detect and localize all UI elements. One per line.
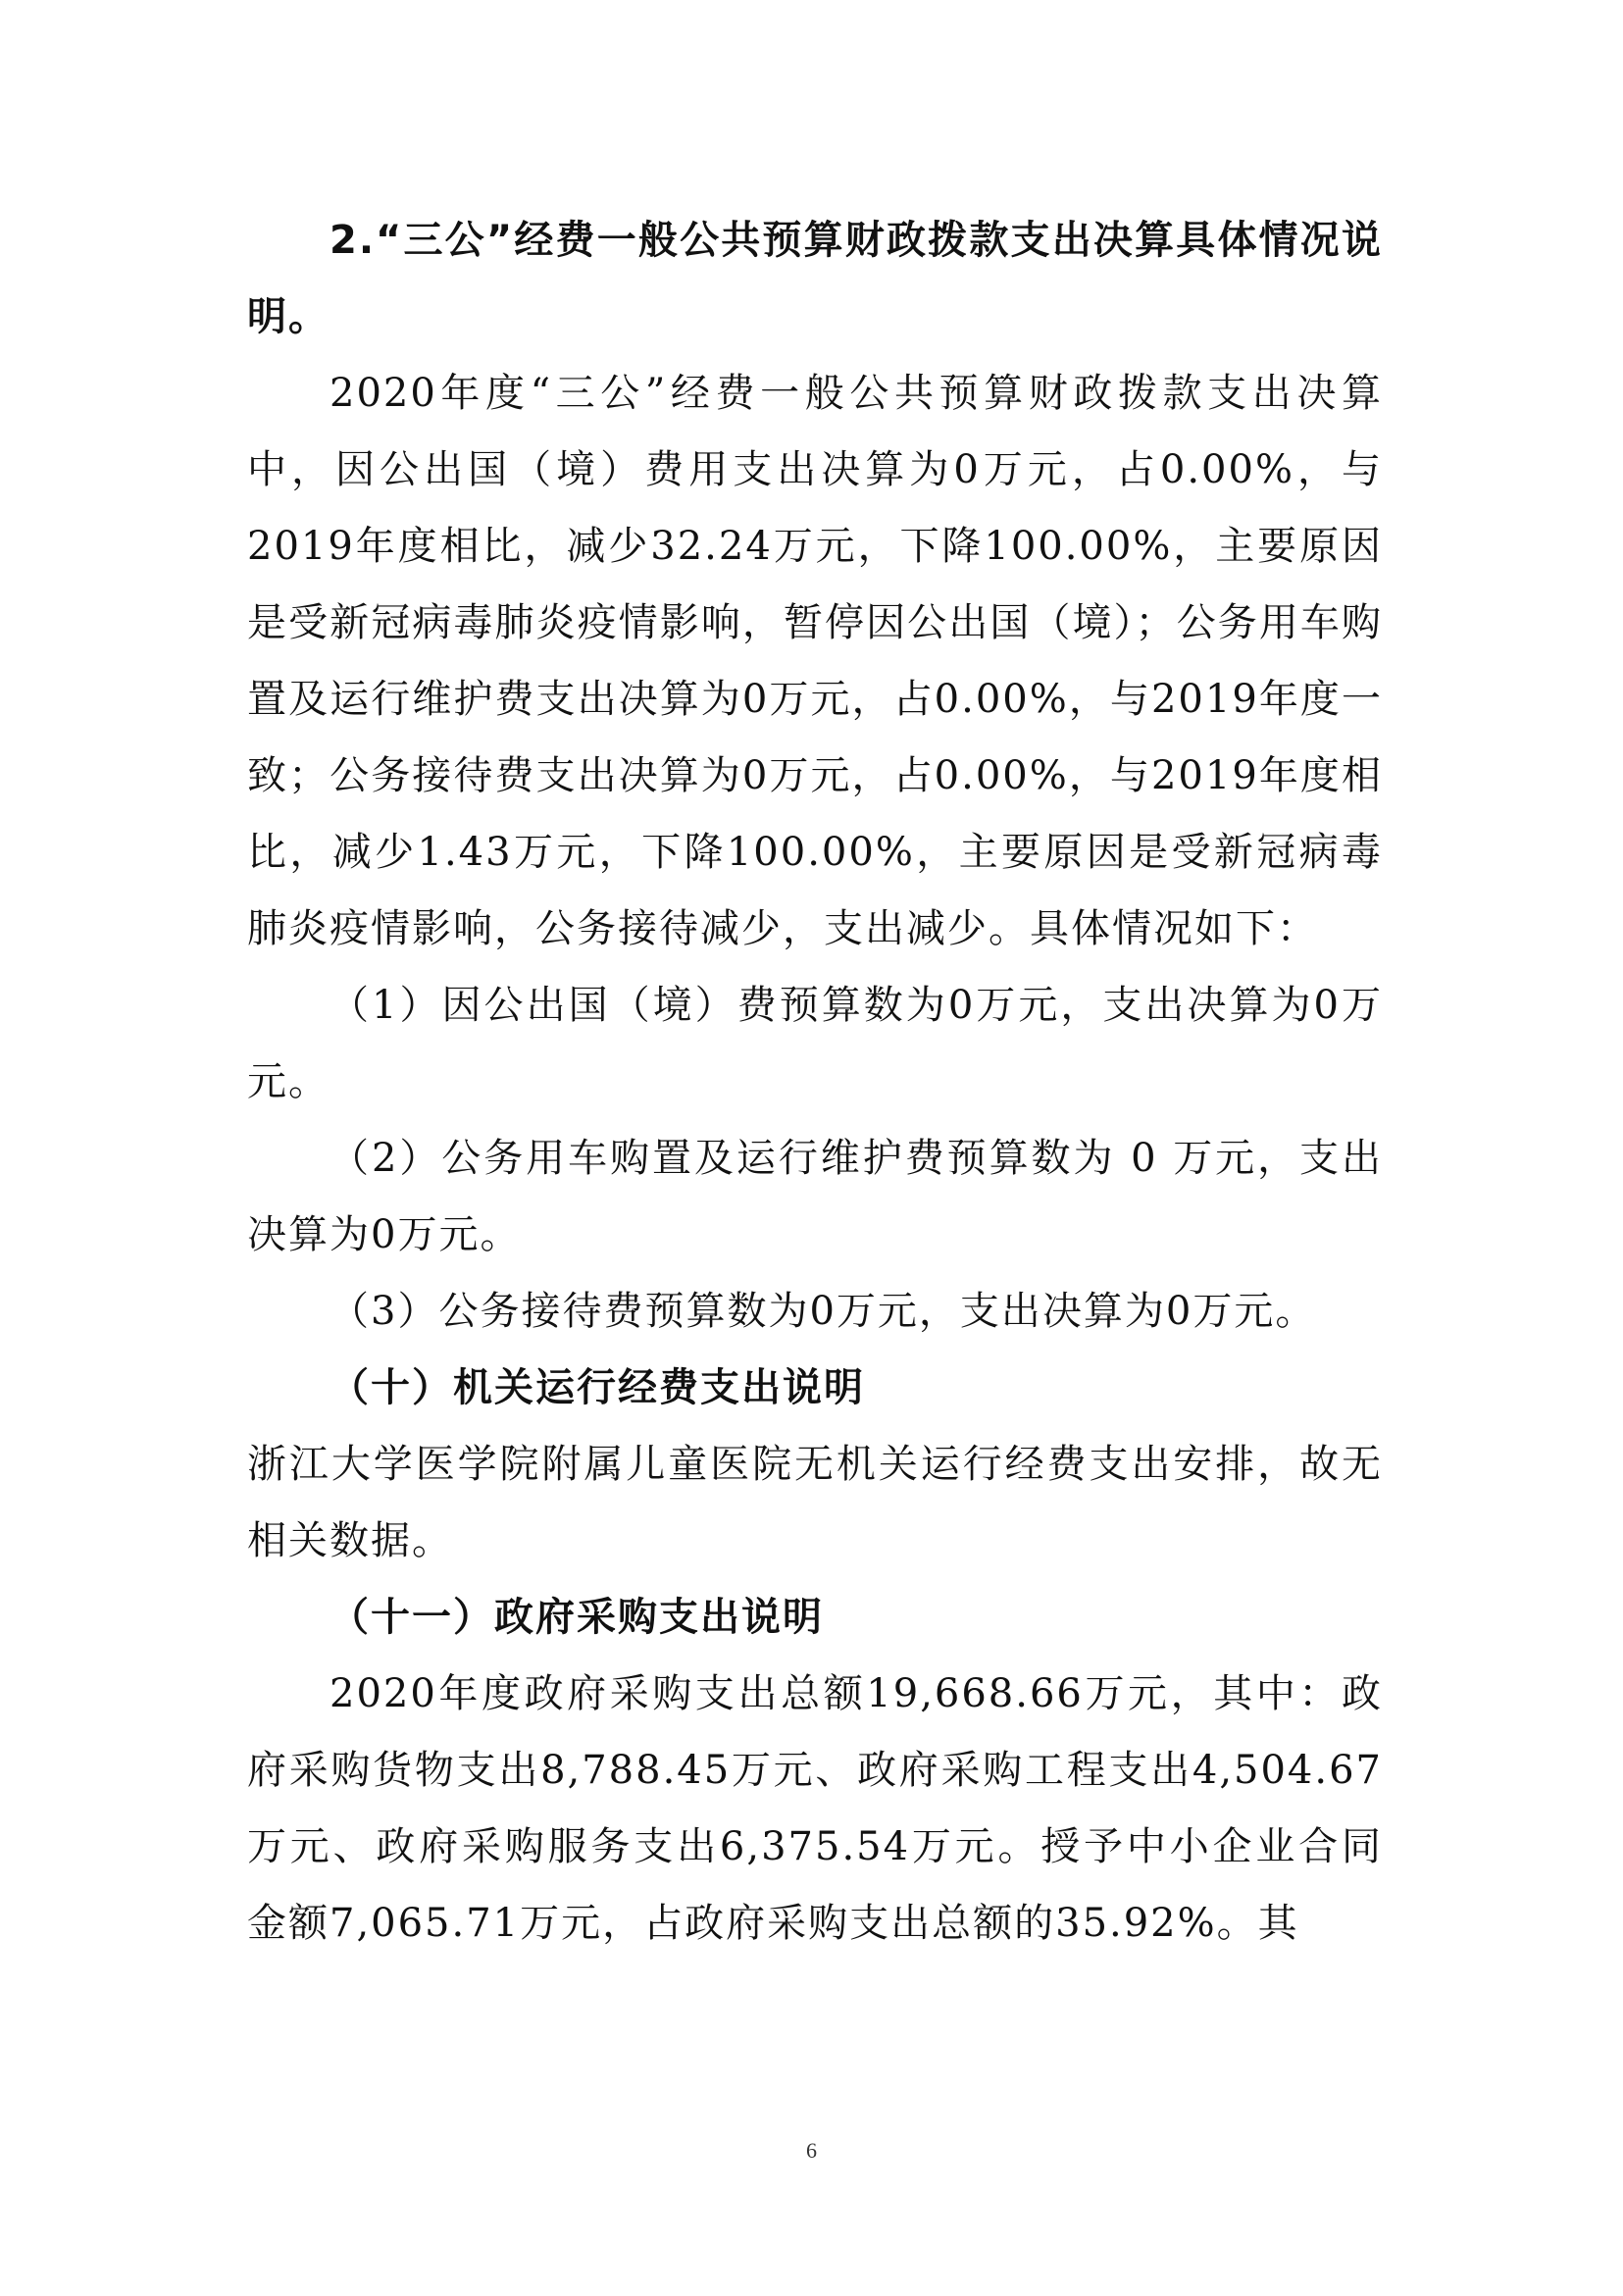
paragraph-operating-expenses: 浙江大学医学院附属儿童医院无机关运行经费支出安排，故无相关数据。 xyxy=(247,1442,1383,1563)
section-title-government-procurement: （十一）政府采购支出说明 xyxy=(330,1595,824,1640)
page-number: 6 xyxy=(806,2138,817,2163)
paragraph-government-procurement: 2020年度政府采购支出总额19,668.66万元，其中：政府采购货物支出8,788.45万元、政府采购工程支出4,504.67万元、政府采购服务支出6,375.54万元。授予中小企业合同金额7,065.71万元，占政府采购支出总额的35.92%。其 xyxy=(247,1671,1383,1946)
section-title-operating-expenses: （十）机关运行经费支出说明 xyxy=(330,1365,865,1410)
document-body xyxy=(247,202,1383,1962)
list-item-official-reception: （3）公务接待费预算数为0万元，支出决算为0万元。 xyxy=(330,1289,1317,1334)
paragraph-three-public-expenses: 2020年度“三公”经费一般公共预算财政拨款支出决算中，因公出国（境）费用支出决算为0万元，占0.00%，与2019年度相比，减少32.24万元，下降100.00%，主要原因是受新冠病毒肺炎疫情影响，暂停因公出国（境）；公务用车购置及运行维护费支出决算为0万元，占0.00%，与2019年度一致；公务接待费支出决算为0万元，占0.00%，与2019年度相比，减少1.43万元，下降100.00%，主要原因是受新冠病毒肺炎疫情影响，公务接待减少，支出减少。具体情况如下： xyxy=(247,371,1383,951)
list-item-official-vehicles: （2）公务用车购置及运行维护费预算数为 0 万元，支出决算为0万元。 xyxy=(247,1136,1383,1257)
subsection-heading: 2.“三公”经费一般公共预算财政拨款支出决算具体情况说明。 xyxy=(247,218,1383,339)
list-item-overseas-travel: （1）因公出国（境）费预算数为0万元，支出决算为0万元。 xyxy=(247,983,1383,1104)
